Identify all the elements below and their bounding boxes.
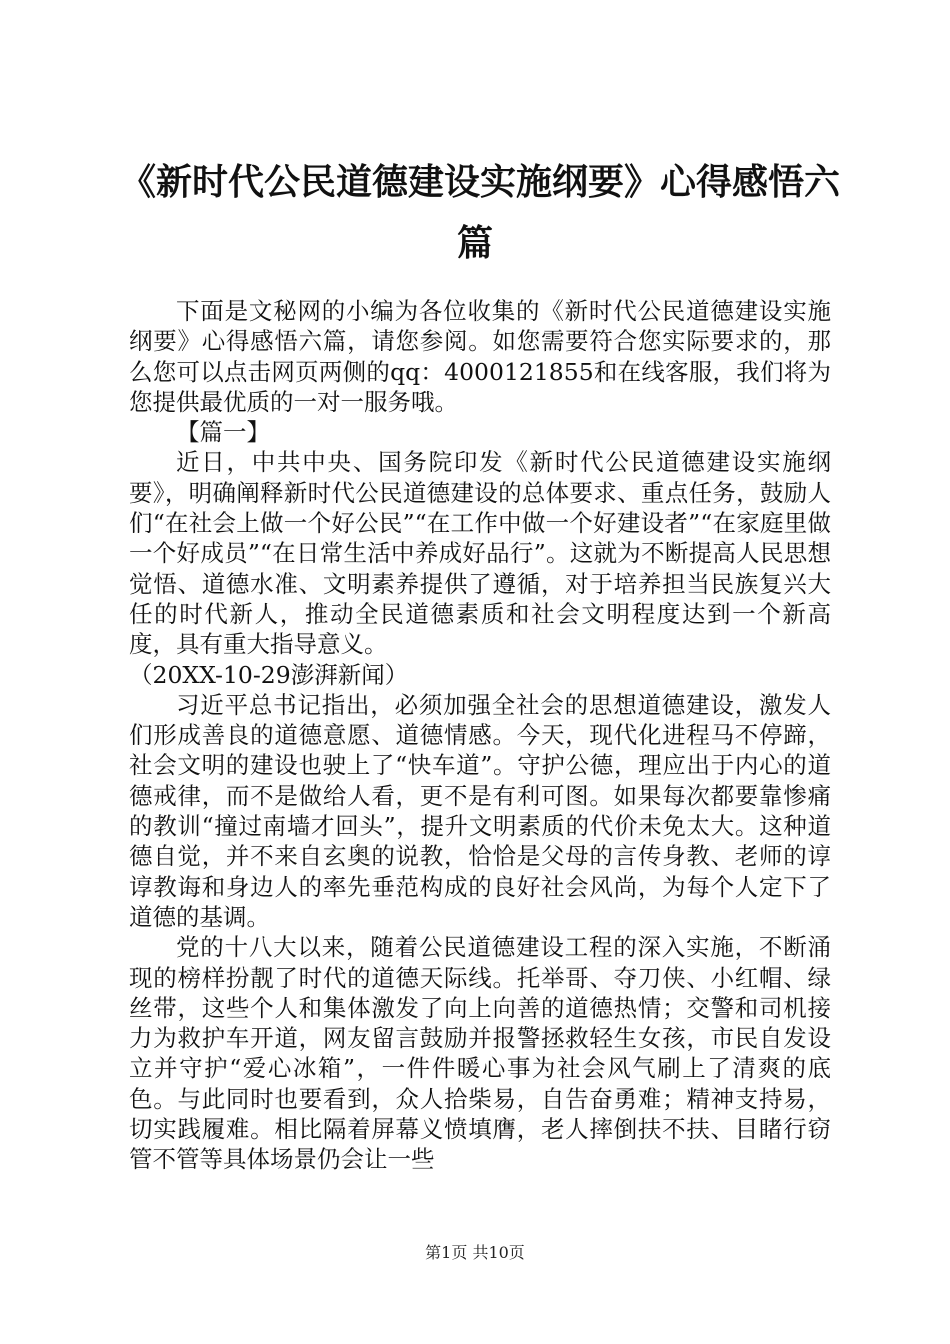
section-heading: 【篇一】 <box>176 418 270 447</box>
document-body <box>129 296 831 1175</box>
source-note: （20XX-10-29澎湃新闻） <box>129 660 409 689</box>
intro-paragraph: 下面是文秘网的小编为各位收集的《新时代公民道德建设实施纲要》心得感悟六篇，请您参阅。如您需要符合您实际要求的，那么您可以点击网页两侧的qq：4000121855和在线客服，我们将为您提供最优质的一对一服务哦。 <box>129 297 831 416</box>
body-paragraph: 习近平总书记指出，必须加强全社会的思想道德建设，激发人们形成善良的道德意愿、道德情感。今天，现代化进程马不停蹄，社会文明的建设也驶上了“快车道”。守护公德，理应出于内心的道德戒律，而不是做给人看，更不是有利可图。如果每次都要靠惨痛的教训“撞过南墙才回头”，提升文明素质的代价未免太大。这种道德自觉，并不来自玄奥的说教，恰恰是父母的言传身教、老师的谆谆教诲和身边人的率先垂范构成的良好社会风尚，为每个人定下了道德的基调。 <box>129 690 831 931</box>
body-paragraph: 党的十八大以来，随着公民道德建设工程的深入实施，不断涌现的榜样扮靓了时代的道德天际线。托举哥、夺刀侠、小红帽、绿丝带，这些个人和集体激发了向上向善的道德热情；交警和司机接力为救护车开道，网友留言鼓励并报警拯救轻生女孩，市民自发设立并守护“爱心冰箱”，一件件暖心事为社会风气刷上了清爽的底色。与此同时也要看到，众人拾柴易，自告奋勇难；精神支持易，切实践履难。相比隔着屏幕义愤填膺，老人摔倒扶不扶、目睹行窃管不管等具体场景仍会让一些 <box>129 933 831 1174</box>
page-footer: 第1页 共10页 <box>425 1243 525 1262</box>
body-paragraph: 近日，中共中央、国务院印发《新时代公民道德建设实施纲要》，明确阐释新时代公民道德建设的总体要求、重点任务，鼓励人们“在社会上做一个好公民”“在工作中做一个好建设者”“在家庭里做一个好成员”“在日常生活中养成好品行”。这就为不断提高人民思想觉悟、道德水准、文明素养提供了遵循，对于培养担当民族复兴大任的时代新人，推动全民道德素质和社会文明程度达到一个新高度，具有重大指导意义。 <box>129 448 831 659</box>
document-title-line-2: 篇 <box>456 223 493 264</box>
document-title-line-1: 《新时代公民道德建设实施纲要》心得感悟六 <box>120 162 841 203</box>
